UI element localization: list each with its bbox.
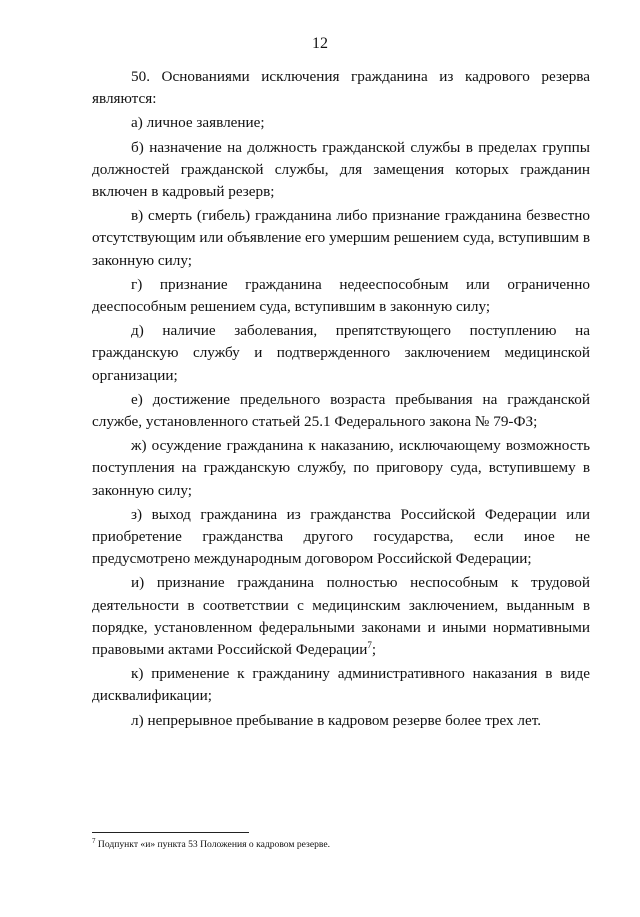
list-item [92, 504, 590, 571]
paragraph-text: признание гражданина полностью неспособным к трудовой деятельности в соответствии с медицинским заключением, выданным в порядке, установленном федеральными законами и иными нормативными правовыми актами Российской Федерации [92, 574, 591, 659]
list-item [92, 137, 590, 204]
list-item [92, 710, 590, 732]
list-item [92, 663, 590, 707]
list-item-label: и) [131, 574, 145, 592]
list-item-label: к) [131, 665, 144, 683]
list-item [92, 389, 590, 433]
list-item-label: в) [131, 207, 144, 225]
page-number: 12 [312, 35, 328, 52]
list-item-label: д) [131, 322, 144, 340]
paragraph-text: осуждение гражданина к наказанию, исключающему возможность поступления на гражданскую службу, по приговору суда, вступившему в законную силу; [92, 437, 591, 499]
section-heading-paragraph [92, 66, 590, 110]
footnote-text: Подпункт «и» пункта 53 Положения о кадровом резерве. [97, 839, 331, 850]
paragraph-text: наличие заболевания, препятствующего поступлению на гражданскую службу и подтвержденного заключением медицинской организации; [92, 322, 591, 384]
list-item [92, 572, 590, 661]
paragraph-text: назначение на должность гражданской службы в пределах группы должностей гражданской службы, для замещения которых гражданин включен в кадровый резерв; [92, 138, 591, 201]
footnote-reference: 7 [367, 640, 372, 651]
paragraph-text: 50. Основаниями исключения гражданина из кадрового резерва являются: [92, 68, 590, 108]
paragraph-text: признание гражданина недееспособным или ограниченно дееспособным решением суда, вступившим в законную силу; [92, 275, 590, 316]
list-item [92, 435, 590, 502]
footnote-divider [92, 832, 249, 833]
paragraph-text: смерть (гибель) гражданина либо признание гражданина безвестно отсутствующим или объявление его умершим решением суда, вступившим в законную силу; [92, 207, 590, 269]
list-item-label: ж) [131, 437, 147, 455]
list-item-label: б) [131, 138, 144, 156]
paragraph-text: применение к гражданину административного наказания в виде дисквалификации; [92, 665, 590, 705]
list-item [92, 112, 590, 134]
list-item [92, 205, 590, 272]
list-item [92, 320, 590, 387]
paragraph-trailing-punctuation: ; [371, 641, 377, 659]
paragraph-text: достижение предельного возраста пребывания на гражданской службе, установленного статьей 25.1 Федерального закона № 79-ФЗ; [92, 390, 591, 431]
list-item-label: л) [131, 711, 144, 729]
list-item [92, 274, 590, 318]
list-item-label: з) [131, 505, 143, 523]
paragraph-text: личное заявление; [146, 114, 265, 132]
list-item-label: г) [131, 275, 143, 293]
footnote-number: 7 [92, 836, 96, 845]
list-item-label: е) [131, 390, 143, 408]
footnote [92, 836, 590, 851]
document-body [92, 66, 590, 732]
paragraph-text: выход гражданина из гражданства Российской Федерации или приобретение гражданства другого государства, если иное не предусмотрено международным договором Российской Федерации; [92, 505, 591, 568]
paragraph-text: непрерывное пребывание в кадровом резерве более трех лет. [147, 711, 542, 729]
list-item-label: а) [131, 114, 143, 132]
